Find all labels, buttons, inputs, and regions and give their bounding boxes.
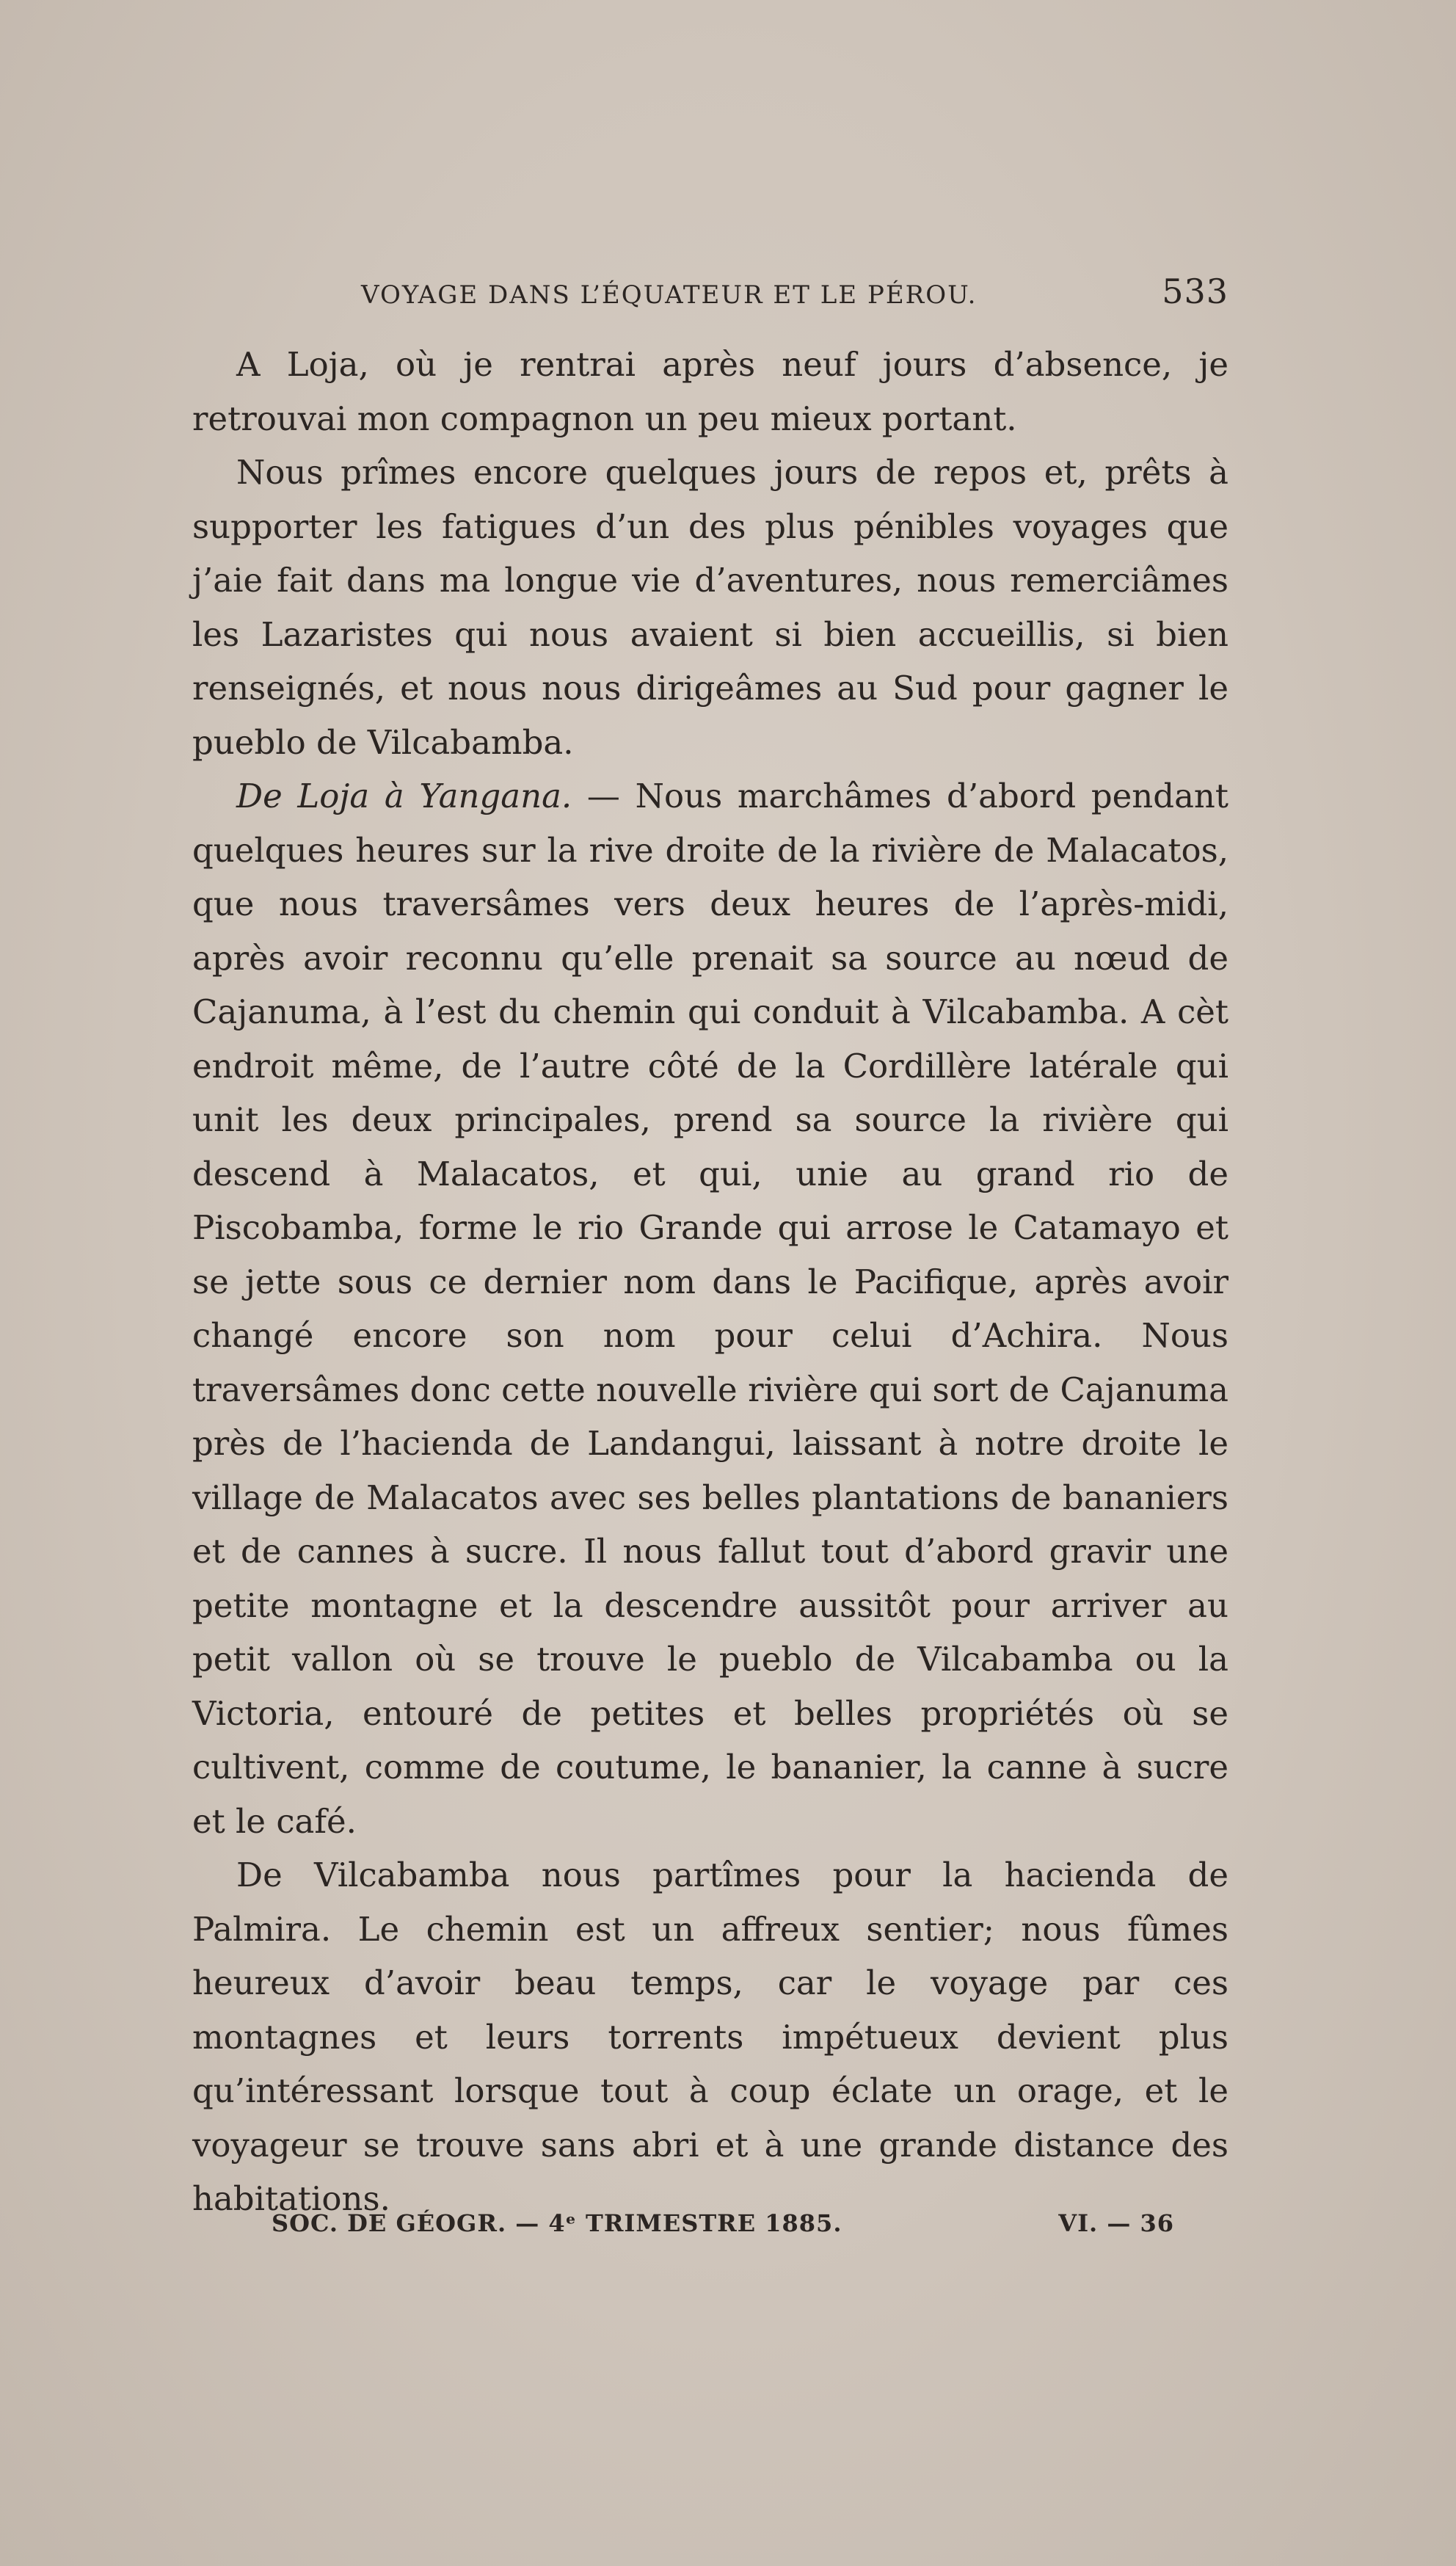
text-block xyxy=(192,272,1228,2226)
paragraph-text: De Vilcabamba nous partîmes pour la hacienda de Palmira. Le chemin est un affreux sentier; nous fûmes heureux d’avoir beau temps, car le voyage par ces montagnes et leurs torrents impétueux devient plus qu’intéressant lorsque tout à coup éclate un orage, et le voyageur se trouve sans abri et à une grande distance des habitations. xyxy=(192,1856,1228,2218)
footer-sheet-number: VI. — 36 xyxy=(1058,2209,1174,2237)
running-head xyxy=(361,272,1228,338)
running-head-title: VOYAGE DANS L’ÉQUATEUR ET LE PÉROU. xyxy=(361,280,978,310)
paragraph-2 xyxy=(192,446,1228,769)
paragraph-text: — Nous marchâmes d’abord pendant quelques heures sur la rive droite de la rivière de Malacatos, que nous traversâmes vers deux heures de l’après-midi, après avoir reconnu qu’elle prenait sa source au nœud de Cajanuma, à l’est du chemin qui conduit à Vilcabamba. A cèt endroit même, de l’autre côté de la Cordillère latérale qui unit les deux principales, prend sa source la rivière qui descend à Malacatos, et qui, unie au grand rio de Piscobamba, forme le rio Grande qui arrose le Catamayo et se jette sous ce dernier nom dans le Pacifique, après avoir changé encore son nom pour celui d’Achira. Nous traversâmes donc cette nouvelle rivière qui sort de Cajanuma près de l’hacienda de Landangui, laissant à notre droite le village de Malacatos avec ses belles plantations de bananiers et de cannes à sucre. Il nous fallut tout d’abord gravir une petite montagne et la descendre aussitôt pour arriver au petit vallon où se trouve le pueblo de Vilcabamba ou la Victoria, entouré de petites et belles propriétés où se cultivent, comme de coutume, le bananier, la canne à sucre et le café. xyxy=(192,777,1228,1841)
paragraph-4 xyxy=(192,1848,1228,2226)
paragraph-text: Nous prîmes encore quelques jours de repos et, prêts à supporter les fatigues d’un des plus pénibles voyages que j’aie fait dans ma longue vie d’aventures, nous remerciâmes les Lazaristes qui nous avaient si bien accueillis, si bien renseignés, et nous nous dirigeâmes au Sud pour gagner le pueblo de Vilcabamba. xyxy=(192,453,1228,762)
paragraph-1 xyxy=(192,338,1228,446)
paragraph-lead: De Loja à Yangana. xyxy=(236,777,572,815)
paragraph-text: A Loja, où je rentrai après neuf jours d’absence, je retrouvai mon compagnon un peu mieux portant. xyxy=(192,345,1228,438)
page-number: 533 xyxy=(1162,272,1228,311)
paragraph-3 xyxy=(192,769,1228,1848)
page-footer xyxy=(272,2209,1174,2237)
footer-signature: SOC. DE GÉOGR. — 4ᵉ TRIMESTRE 1885. xyxy=(272,2209,842,2237)
